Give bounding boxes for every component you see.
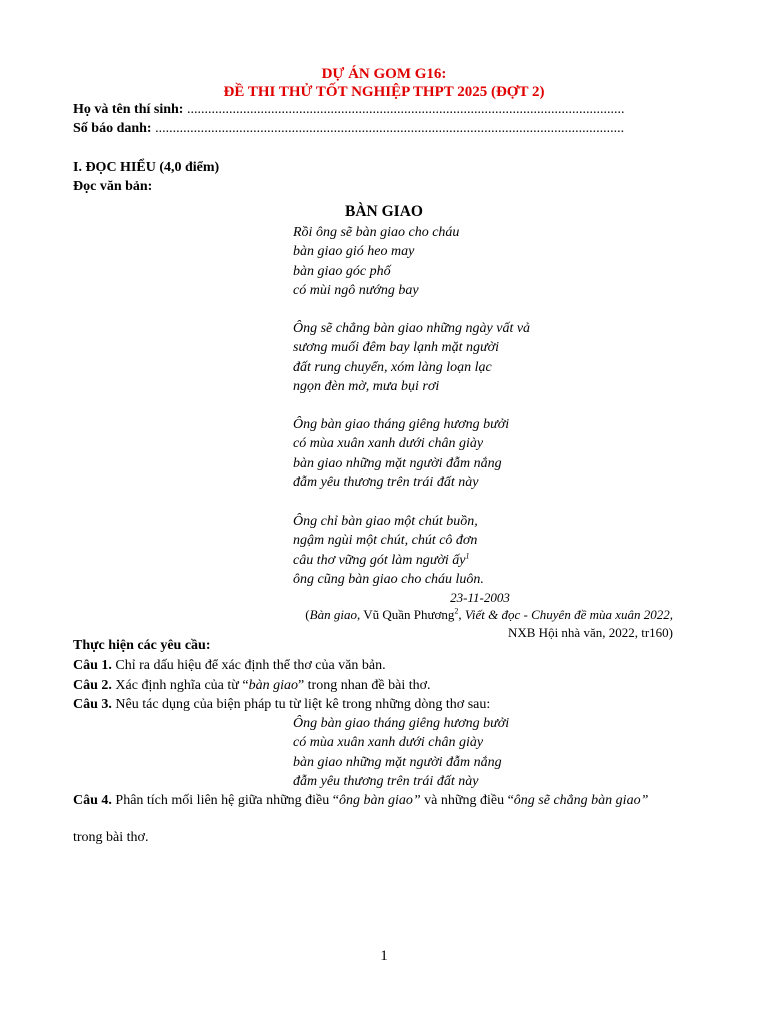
poem-date: 23-11-2003 <box>450 590 510 605</box>
question-1-text: Chỉ ra dấu hiệu để xác định thể thơ của văn bản. <box>111 658 386 673</box>
question-2 <box>73 677 703 695</box>
excerpt-line: có mùa xuân xanh dưới chân giày <box>293 735 484 751</box>
source-open: ( <box>305 607 310 622</box>
question-1-label: Câu 1. <box>73 658 112 673</box>
candidate-name-field[interactable] <box>73 101 683 119</box>
source-sep: , <box>458 607 465 622</box>
poem-line: đẫm yêu thương trên trái đất này <box>293 474 479 490</box>
poem-line: ngậm ngùi một chút, chút cô đơn <box>293 533 478 549</box>
question-2-pre: Xác định nghĩa của từ “ <box>111 678 249 693</box>
poem-line: Ông bàn giao tháng giêng hương bưởi <box>293 417 510 432</box>
poem-line: ngọn đèn mờ, mưa bụi rơi <box>293 378 440 394</box>
exam-title: ĐỀ THI THỬ TỐT NGHIỆP THPT 2025 (ĐỢT 2) <box>223 84 545 100</box>
source-citation <box>305 607 673 623</box>
question-4-pre: Phân tích mối liên hệ giữa những điều “ <box>111 793 339 808</box>
poem-line: có mùa xuân xanh dưới chân giày <box>293 436 484 452</box>
poem-line-text: câu thơ vững gót làm người ấy <box>293 552 466 568</box>
candidate-name-label: Họ và tên thí sinh: <box>73 102 184 117</box>
source-book: Viết & đọc - Chuyên đề mùa xuân 2022, <box>464 607 673 622</box>
question-3 <box>73 696 703 714</box>
poem-stanza-1 <box>293 223 459 300</box>
requirements-heading: Thực hiện các yêu cầu: <box>73 638 211 653</box>
question-3-excerpt <box>293 714 509 791</box>
excerpt-line: bàn giao những mặt người đẫm nắng <box>293 754 502 770</box>
source-work: Bàn giao <box>309 607 357 622</box>
poem-line: Rồi ông sẽ bàn giao cho cháu <box>293 225 460 240</box>
question-3-label: Câu 3. <box>73 697 112 712</box>
footnote-ref-1[interactable]: 1 <box>465 550 470 560</box>
poem-line: bàn giao gió heo may <box>293 244 415 260</box>
poem-line: Ông sẽ chẳng bàn giao những ngày vất vả <box>293 321 531 336</box>
poem-line <box>293 551 484 570</box>
footnote-ref-2[interactable]: 2 <box>454 606 459 616</box>
question-4 <box>73 792 683 810</box>
poem-line: sương muối đêm bay lạnh mặt người <box>293 340 499 356</box>
poem-title: BÀN GIAO <box>345 203 423 220</box>
question-2-word: bàn giao <box>248 678 298 693</box>
poem-line: có mùi ngô nướng bay <box>293 282 419 298</box>
source-author: , Vũ Quần Phương <box>356 607 455 622</box>
question-4-label: Câu 4. <box>73 793 112 808</box>
question-4-quote-1: ông bàn giao” <box>338 793 421 808</box>
page-number: 1 <box>380 948 388 964</box>
candidate-id-label: Số báo danh: <box>73 121 152 136</box>
candidate-name-dots: ............................................................................................................................. <box>183 102 625 117</box>
question-4-mid: và những điều “ <box>420 793 514 808</box>
candidate-id-dots: ...................................................................................................................................... <box>151 121 625 136</box>
question-1 <box>73 657 703 675</box>
poem-stanza-2 <box>293 319 530 396</box>
source-publisher: NXB Hội nhà văn, 2022, tr160) <box>507 625 673 640</box>
section-heading: I. ĐỌC HIỂU (4,0 điểm) <box>73 160 220 175</box>
excerpt-line: đẫm yêu thương trên trái đất này <box>293 773 479 789</box>
poem-line: đất rung chuyển, xóm làng loạn lạc <box>293 359 492 375</box>
candidate-id-field[interactable] <box>73 120 683 138</box>
question-4-quote-2: ông sẽ chẳng bàn giao” <box>513 793 649 808</box>
poem-stanza-3 <box>293 415 509 492</box>
project-title: DỰ ÁN GOM G16: <box>321 66 447 82</box>
read-label: Đọc văn bản: <box>73 179 153 194</box>
poem-stanza-4 <box>293 512 484 589</box>
question-2-post: ” trong nhan đề bài thơ. <box>297 678 431 693</box>
question-3-text: Nêu tác dụng của biện pháp tu từ liệt kê trong những dòng thơ sau: <box>111 697 491 712</box>
poem-line: bàn giao những mặt người đẫm nắng <box>293 455 502 471</box>
question-4-tail: trong bài thơ. <box>73 830 149 845</box>
excerpt-line: Ông bàn giao tháng giêng hương bưởi <box>293 716 510 731</box>
poem-line: Ông chỉ bàn giao một chút buồn, <box>293 514 478 529</box>
question-2-label: Câu 2. <box>73 678 112 693</box>
poem-line: bàn giao góc phố <box>293 263 391 279</box>
poem-line: ông cũng bàn giao cho cháu luôn. <box>293 571 484 587</box>
